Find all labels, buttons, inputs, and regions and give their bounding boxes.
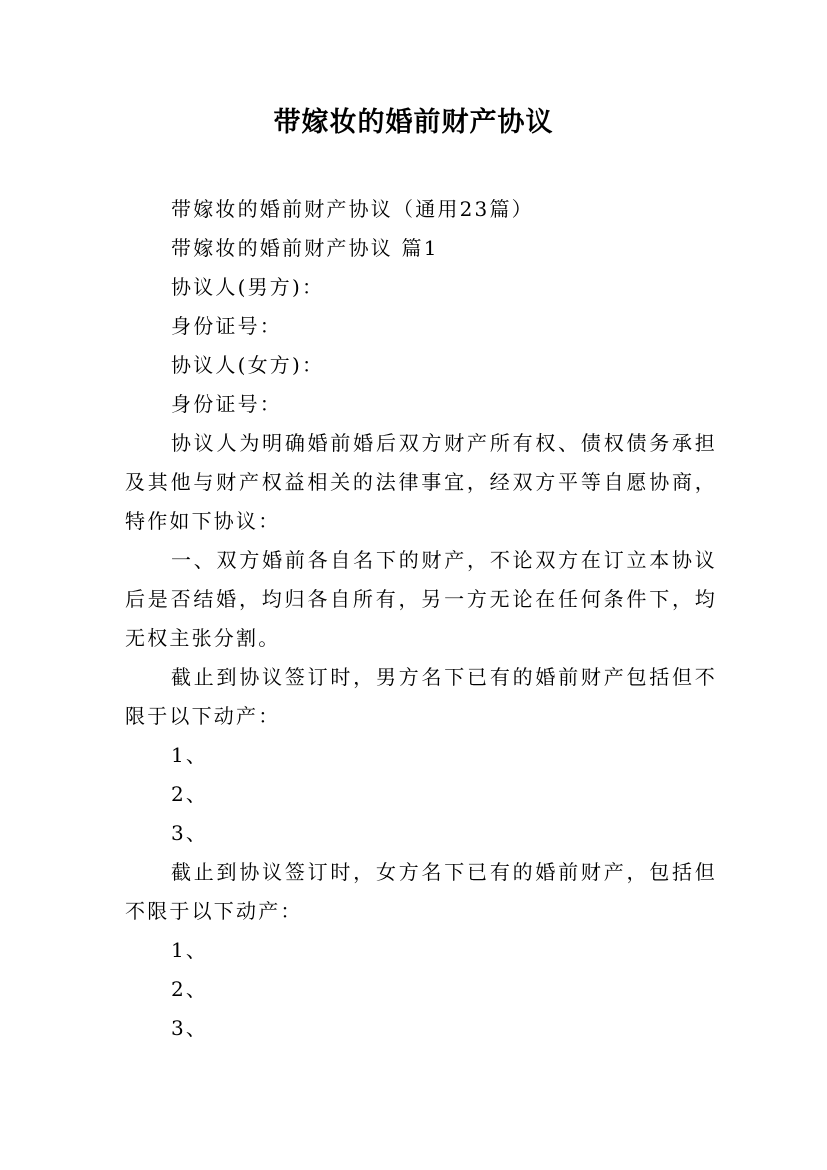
paragraph-subtitle: 带嫁妆的婚前财产协议（通用23篇） — [171, 197, 534, 221]
paragraph-male-property: 截止到协议签订时，男方名下已有的婚前财产包括但不限于以下动产： — [125, 665, 717, 728]
list-item: 3、 — [171, 821, 209, 845]
list-item: 2、 — [171, 977, 209, 1001]
document-title: 带嫁妆的婚前财产协议 — [273, 107, 554, 138]
paragraph-female-party: 协议人(女方)： — [171, 353, 325, 377]
paragraph-female-property: 截止到协议签订时，女方名下已有的婚前财产，包括但不限于以下动产： — [125, 860, 717, 923]
paragraph-preamble: 协议人为明确婚前婚后双方财产所有权、债权债务承担及其他与财产权益相关的法律事宜，经双方平等自愿协商，特作如下协议： — [125, 431, 717, 533]
list-item: 1、 — [171, 938, 209, 962]
list-item: 3、 — [171, 1016, 209, 1040]
document-body — [125, 190, 717, 1048]
paragraph-male-id: 身份证号： — [171, 314, 282, 338]
paragraph-clause-1: 一、双方婚前各自名下的财产，不论双方在订立本协议后是否结婚，均归各自所有，另一方无论在任何条件下，均无权主张分割。 — [125, 548, 717, 650]
list-item: 1、 — [171, 743, 209, 767]
paragraph-section-heading: 带嫁妆的婚前财产协议 篇1 — [171, 236, 439, 260]
paragraph-male-party: 协议人(男方)： — [171, 275, 325, 299]
paragraph-female-id: 身份证号： — [171, 392, 282, 416]
list-item: 2、 — [171, 782, 209, 806]
